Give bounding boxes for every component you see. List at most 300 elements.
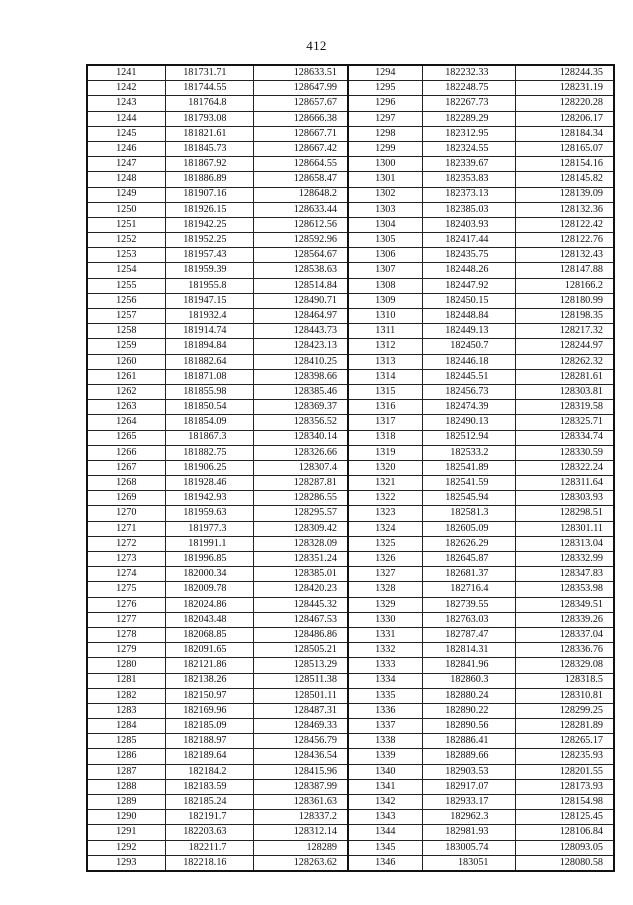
y-coordinate-right: 128330.59 (515, 445, 614, 460)
table-row (87, 506, 614, 521)
table-row (87, 643, 614, 658)
y-coordinate-right: 128311.64 (515, 476, 614, 491)
y-coordinate-left: 128286.55 (253, 491, 348, 506)
x-coordinate-right: 183005.74 (422, 840, 515, 855)
y-coordinate-left: 128486.86 (253, 627, 348, 642)
table-row (87, 779, 614, 794)
table-row (87, 111, 614, 126)
point-number-right: 1301 (348, 172, 422, 187)
coordinates-table-body (87, 65, 614, 871)
y-coordinate-left: 128564.67 (253, 248, 348, 263)
y-coordinate-right: 128106.84 (515, 825, 614, 840)
point-number-left: 1246 (87, 141, 165, 156)
point-number-left: 1252 (87, 233, 165, 248)
table-row (87, 476, 614, 491)
table-row (87, 612, 614, 627)
point-number-right: 1312 (348, 339, 422, 354)
point-number-right: 1304 (348, 217, 422, 232)
x-coordinate-left: 181906.25 (165, 460, 253, 475)
x-coordinate-right: 182445.51 (422, 369, 515, 384)
point-number-right: 1328 (348, 582, 422, 597)
point-number-right: 1332 (348, 643, 422, 658)
table-row (87, 491, 614, 506)
y-coordinate-right: 128303.93 (515, 491, 614, 506)
x-coordinate-right: 182763.03 (422, 612, 515, 627)
y-coordinate-right: 128125.45 (515, 810, 614, 825)
table-row (87, 400, 614, 415)
point-number-right: 1325 (348, 536, 422, 551)
x-coordinate-left: 182091.65 (165, 643, 253, 658)
y-coordinate-left: 128657.67 (253, 96, 348, 111)
x-coordinate-left: 181928.46 (165, 476, 253, 491)
x-coordinate-left: 181850.54 (165, 400, 253, 415)
x-coordinate-left: 182185.09 (165, 719, 253, 734)
y-coordinate-left: 128490.71 (253, 293, 348, 308)
point-number-right: 1324 (348, 521, 422, 536)
table-row (87, 582, 614, 597)
table-row (87, 324, 614, 339)
y-coordinate-right: 128231.19 (515, 81, 614, 96)
point-number-right: 1319 (348, 445, 422, 460)
point-number-right: 1309 (348, 293, 422, 308)
point-number-right: 1314 (348, 369, 422, 384)
y-coordinate-left: 128469.33 (253, 719, 348, 734)
y-coordinate-right: 128244.35 (515, 65, 614, 81)
x-coordinate-left: 181764.8 (165, 96, 253, 111)
y-coordinate-right: 128166.2 (515, 278, 614, 293)
x-coordinate-left: 181882.64 (165, 354, 253, 369)
point-number-right: 1346 (348, 855, 422, 871)
point-number-left: 1254 (87, 263, 165, 278)
y-coordinate-right: 128184.34 (515, 126, 614, 141)
point-number-left: 1271 (87, 521, 165, 536)
point-number-left: 1291 (87, 825, 165, 840)
x-coordinate-right: 182353.83 (422, 172, 515, 187)
x-coordinate-right: 182545.94 (422, 491, 515, 506)
x-coordinate-left: 181996.85 (165, 552, 253, 567)
y-coordinate-right: 128122.76 (515, 233, 614, 248)
point-number-right: 1308 (348, 278, 422, 293)
x-coordinate-left: 182188.97 (165, 734, 253, 749)
x-coordinate-left: 181886.89 (165, 172, 253, 187)
y-coordinate-right: 128206.17 (515, 111, 614, 126)
x-coordinate-right: 182981.93 (422, 825, 515, 840)
y-coordinate-right: 128198.35 (515, 309, 614, 324)
y-coordinate-left: 128287.81 (253, 476, 348, 491)
x-coordinate-left: 181867.92 (165, 157, 253, 172)
table-row (87, 278, 614, 293)
point-number-left: 1283 (87, 703, 165, 718)
x-coordinate-left: 182121.86 (165, 658, 253, 673)
point-number-right: 1316 (348, 400, 422, 415)
x-coordinate-left: 182218.16 (165, 855, 253, 871)
x-coordinate-left: 181977.3 (165, 521, 253, 536)
point-number-right: 1306 (348, 248, 422, 263)
y-coordinate-right: 128281.89 (515, 719, 614, 734)
table-row (87, 445, 614, 460)
point-number-right: 1296 (348, 96, 422, 111)
x-coordinate-right: 182541.59 (422, 476, 515, 491)
point-number-left: 1275 (87, 582, 165, 597)
point-number-right: 1344 (348, 825, 422, 840)
y-coordinate-right: 128329.08 (515, 658, 614, 673)
table-row (87, 597, 614, 612)
point-number-left: 1287 (87, 764, 165, 779)
y-coordinate-right: 128080.58 (515, 855, 614, 871)
point-number-right: 1302 (348, 187, 422, 202)
table-row (87, 263, 614, 278)
y-coordinate-right: 128235.93 (515, 749, 614, 764)
y-coordinate-left: 128356.52 (253, 415, 348, 430)
y-coordinate-left: 128514.84 (253, 278, 348, 293)
x-coordinate-right: 182581.3 (422, 506, 515, 521)
point-number-left: 1276 (87, 597, 165, 612)
x-coordinate-left: 181871.08 (165, 369, 253, 384)
point-number-right: 1336 (348, 703, 422, 718)
y-coordinate-left: 128667.71 (253, 126, 348, 141)
y-coordinate-left: 128487.31 (253, 703, 348, 718)
x-coordinate-left: 181867.3 (165, 430, 253, 445)
table-row (87, 141, 614, 156)
y-coordinate-left: 128328.09 (253, 536, 348, 551)
y-coordinate-left: 128351.24 (253, 552, 348, 567)
x-coordinate-left: 182024.86 (165, 597, 253, 612)
x-coordinate-left: 182068.85 (165, 627, 253, 642)
y-coordinate-left: 128326.66 (253, 445, 348, 460)
y-coordinate-left: 128312.14 (253, 825, 348, 840)
x-coordinate-right: 182512.94 (422, 430, 515, 445)
x-coordinate-right: 182450.15 (422, 293, 515, 308)
y-coordinate-left: 128385.01 (253, 567, 348, 582)
x-coordinate-right: 182841.96 (422, 658, 515, 673)
table-row (87, 552, 614, 567)
point-number-right: 1329 (348, 597, 422, 612)
x-coordinate-right: 182417.44 (422, 233, 515, 248)
point-number-left: 1281 (87, 673, 165, 688)
y-coordinate-right: 128093.05 (515, 840, 614, 855)
x-coordinate-right: 182490.13 (422, 415, 515, 430)
point-number-left: 1293 (87, 855, 165, 871)
point-number-left: 1284 (87, 719, 165, 734)
table-row (87, 795, 614, 810)
point-number-left: 1247 (87, 157, 165, 172)
x-coordinate-left: 182185.24 (165, 795, 253, 810)
x-coordinate-left: 181926.15 (165, 202, 253, 217)
y-coordinate-right: 128322.24 (515, 460, 614, 475)
x-coordinate-right: 182716.4 (422, 582, 515, 597)
x-coordinate-right: 182449.13 (422, 324, 515, 339)
y-coordinate-left: 128307.4 (253, 460, 348, 475)
x-coordinate-right: 182456.73 (422, 384, 515, 399)
x-coordinate-right: 182312.95 (422, 126, 515, 141)
point-number-left: 1255 (87, 278, 165, 293)
y-coordinate-left: 128501.11 (253, 688, 348, 703)
table-row (87, 673, 614, 688)
point-number-left: 1260 (87, 354, 165, 369)
x-coordinate-right: 182373.13 (422, 187, 515, 202)
table-row (87, 688, 614, 703)
table-row (87, 825, 614, 840)
x-coordinate-right: 182890.56 (422, 719, 515, 734)
x-coordinate-left: 182150.97 (165, 688, 253, 703)
point-number-right: 1341 (348, 779, 422, 794)
table-row (87, 521, 614, 536)
y-coordinate-left: 128410.25 (253, 354, 348, 369)
table-row (87, 65, 614, 81)
point-number-left: 1266 (87, 445, 165, 460)
x-coordinate-right: 182385.03 (422, 202, 515, 217)
point-number-left: 1248 (87, 172, 165, 187)
point-number-left: 1253 (87, 248, 165, 263)
y-coordinate-left: 128456.79 (253, 734, 348, 749)
y-coordinate-left: 128664.55 (253, 157, 348, 172)
point-number-left: 1273 (87, 552, 165, 567)
table-row (87, 309, 614, 324)
y-coordinate-left: 128263.62 (253, 855, 348, 871)
table-row (87, 233, 614, 248)
point-number-left: 1288 (87, 779, 165, 794)
y-coordinate-left: 128445.32 (253, 597, 348, 612)
x-coordinate-right: 182447.92 (422, 278, 515, 293)
table-row (87, 567, 614, 582)
y-coordinate-right: 128349.51 (515, 597, 614, 612)
y-coordinate-left: 128398.66 (253, 369, 348, 384)
table-row (87, 415, 614, 430)
x-coordinate-left: 181942.93 (165, 491, 253, 506)
y-coordinate-right: 128313.04 (515, 536, 614, 551)
x-coordinate-right: 182339.67 (422, 157, 515, 172)
y-coordinate-left: 128420.23 (253, 582, 348, 597)
x-coordinate-right: 182917.07 (422, 779, 515, 794)
point-number-right: 1317 (348, 415, 422, 430)
y-coordinate-right: 128319.58 (515, 400, 614, 415)
point-number-right: 1310 (348, 309, 422, 324)
x-coordinate-left: 182183.59 (165, 779, 253, 794)
x-coordinate-left: 182000.34 (165, 567, 253, 582)
table-row (87, 840, 614, 855)
y-coordinate-left: 128612.56 (253, 217, 348, 232)
point-number-left: 1258 (87, 324, 165, 339)
x-coordinate-left: 182169.96 (165, 703, 253, 718)
point-number-right: 1323 (348, 506, 422, 521)
point-number-left: 1250 (87, 202, 165, 217)
x-coordinate-left: 181854.09 (165, 415, 253, 430)
y-coordinate-right: 128336.76 (515, 643, 614, 658)
point-number-left: 1269 (87, 491, 165, 506)
x-coordinate-right: 182474.39 (422, 400, 515, 415)
table-row (87, 384, 614, 399)
point-number-left: 1274 (87, 567, 165, 582)
y-coordinate-left: 128592.96 (253, 233, 348, 248)
y-coordinate-left: 128666.38 (253, 111, 348, 126)
x-coordinate-left: 181957.43 (165, 248, 253, 263)
x-coordinate-left: 181793.08 (165, 111, 253, 126)
y-coordinate-right: 128265.17 (515, 734, 614, 749)
x-coordinate-left: 181855.98 (165, 384, 253, 399)
table-row (87, 536, 614, 551)
point-number-right: 1334 (348, 673, 422, 688)
x-coordinate-right: 182248.75 (422, 81, 515, 96)
point-number-right: 1340 (348, 764, 422, 779)
x-coordinate-left: 181907.16 (165, 187, 253, 202)
y-coordinate-right: 128165.07 (515, 141, 614, 156)
y-coordinate-right: 128244.97 (515, 339, 614, 354)
y-coordinate-left: 128436.54 (253, 749, 348, 764)
point-number-left: 1267 (87, 460, 165, 475)
point-number-right: 1320 (348, 460, 422, 475)
y-coordinate-right: 128318.5 (515, 673, 614, 688)
x-coordinate-right: 182645.87 (422, 552, 515, 567)
y-coordinate-left: 128295.57 (253, 506, 348, 521)
x-coordinate-right: 182860.3 (422, 673, 515, 688)
point-number-right: 1303 (348, 202, 422, 217)
point-number-left: 1279 (87, 643, 165, 658)
x-coordinate-right: 182446.18 (422, 354, 515, 369)
point-number-left: 1270 (87, 506, 165, 521)
y-coordinate-left: 128538.63 (253, 263, 348, 278)
y-coordinate-right: 128299.25 (515, 703, 614, 718)
y-coordinate-right: 128154.98 (515, 795, 614, 810)
y-coordinate-left: 128369.37 (253, 400, 348, 415)
x-coordinate-right: 182450.7 (422, 339, 515, 354)
point-number-left: 1251 (87, 217, 165, 232)
x-coordinate-left: 181914.74 (165, 324, 253, 339)
y-coordinate-right: 128301.11 (515, 521, 614, 536)
point-number-left: 1286 (87, 749, 165, 764)
y-coordinate-right: 128180.99 (515, 293, 614, 308)
point-number-left: 1277 (87, 612, 165, 627)
point-number-right: 1337 (348, 719, 422, 734)
point-number-left: 1244 (87, 111, 165, 126)
y-coordinate-left: 128647.99 (253, 81, 348, 96)
point-number-left: 1285 (87, 734, 165, 749)
point-number-right: 1326 (348, 552, 422, 567)
point-number-left: 1272 (87, 536, 165, 551)
x-coordinate-left: 181991.1 (165, 536, 253, 551)
point-number-left: 1263 (87, 400, 165, 415)
y-coordinate-left: 128633.44 (253, 202, 348, 217)
x-coordinate-left: 181952.25 (165, 233, 253, 248)
x-coordinate-left: 181845.73 (165, 141, 253, 156)
table-row (87, 658, 614, 673)
table-row (87, 157, 614, 172)
x-coordinate-left: 181731.71 (165, 65, 253, 81)
y-coordinate-left: 128513.29 (253, 658, 348, 673)
x-coordinate-left: 182203.63 (165, 825, 253, 840)
x-coordinate-left: 181894.84 (165, 339, 253, 354)
x-coordinate-left: 182189.64 (165, 749, 253, 764)
point-number-right: 1330 (348, 612, 422, 627)
point-number-right: 1338 (348, 734, 422, 749)
x-coordinate-right: 182890.22 (422, 703, 515, 718)
y-coordinate-left: 128385.46 (253, 384, 348, 399)
point-number-right: 1333 (348, 658, 422, 673)
point-number-right: 1335 (348, 688, 422, 703)
y-coordinate-right: 128339.26 (515, 612, 614, 627)
table-row (87, 810, 614, 825)
x-coordinate-right: 182787.47 (422, 627, 515, 642)
x-coordinate-left: 182043.48 (165, 612, 253, 627)
x-coordinate-right: 182541.89 (422, 460, 515, 475)
y-coordinate-left: 128423.13 (253, 339, 348, 354)
point-number-left: 1292 (87, 840, 165, 855)
point-number-right: 1298 (348, 126, 422, 141)
x-coordinate-right: 182435.75 (422, 248, 515, 263)
x-coordinate-left: 182138.26 (165, 673, 253, 688)
x-coordinate-left: 181744.55 (165, 81, 253, 96)
x-coordinate-right: 182605.09 (422, 521, 515, 536)
point-number-right: 1305 (348, 233, 422, 248)
y-coordinate-right: 128303.81 (515, 384, 614, 399)
point-number-left: 1290 (87, 810, 165, 825)
table-row (87, 339, 614, 354)
point-number-left: 1259 (87, 339, 165, 354)
point-number-left: 1289 (87, 795, 165, 810)
point-number-right: 1342 (348, 795, 422, 810)
x-coordinate-right: 182814.31 (422, 643, 515, 658)
y-coordinate-right: 128217.32 (515, 324, 614, 339)
point-number-left: 1245 (87, 126, 165, 141)
y-coordinate-right: 128281.61 (515, 369, 614, 384)
x-coordinate-right: 182448.26 (422, 263, 515, 278)
y-coordinate-left: 128289 (253, 840, 348, 855)
point-number-right: 1311 (348, 324, 422, 339)
point-number-right: 1321 (348, 476, 422, 491)
x-coordinate-right: 182933.17 (422, 795, 515, 810)
x-coordinate-right: 182533.2 (422, 445, 515, 460)
y-coordinate-right: 128147.88 (515, 263, 614, 278)
point-number-right: 1327 (348, 567, 422, 582)
page-number: 412 (306, 38, 327, 53)
x-coordinate-left: 181959.63 (165, 506, 253, 521)
y-coordinate-right: 128298.51 (515, 506, 614, 521)
y-coordinate-right: 128332.99 (515, 552, 614, 567)
table-row (87, 734, 614, 749)
y-coordinate-left: 128361.63 (253, 795, 348, 810)
point-number-right: 1299 (348, 141, 422, 156)
y-coordinate-left: 128464.97 (253, 309, 348, 324)
point-number-left: 1241 (87, 65, 165, 81)
point-number-right: 1294 (348, 65, 422, 81)
table-row (87, 703, 614, 718)
x-coordinate-left: 181959.39 (165, 263, 253, 278)
point-number-left: 1242 (87, 81, 165, 96)
y-coordinate-left: 128633.51 (253, 65, 348, 81)
y-coordinate-left: 128667.42 (253, 141, 348, 156)
point-number-left: 1264 (87, 415, 165, 430)
table-row (87, 248, 614, 263)
y-coordinate-right: 128139.09 (515, 187, 614, 202)
table-row (87, 217, 614, 232)
point-number-left: 1261 (87, 369, 165, 384)
x-coordinate-right: 182448.84 (422, 309, 515, 324)
x-coordinate-left: 182191.7 (165, 810, 253, 825)
table-row (87, 627, 614, 642)
x-coordinate-right: 182886.41 (422, 734, 515, 749)
y-coordinate-left: 128658.47 (253, 172, 348, 187)
point-number-left: 1257 (87, 309, 165, 324)
x-coordinate-right: 182626.29 (422, 536, 515, 551)
y-coordinate-left: 128648.2 (253, 187, 348, 202)
point-number-left: 1256 (87, 293, 165, 308)
y-coordinate-left: 128337.2 (253, 810, 348, 825)
table-row (87, 81, 614, 96)
point-number-right: 1318 (348, 430, 422, 445)
point-number-right: 1300 (348, 157, 422, 172)
y-coordinate-right: 128145.82 (515, 172, 614, 187)
y-coordinate-right: 128122.42 (515, 217, 614, 232)
x-coordinate-left: 181932.4 (165, 309, 253, 324)
